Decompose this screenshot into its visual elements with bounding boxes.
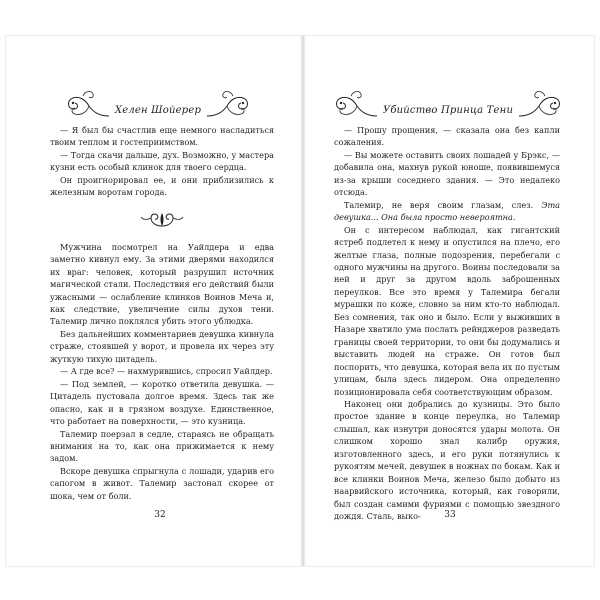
- paragraph: — А где все? — нахмурившись, спросил Уайлдер.: [60, 366, 273, 377]
- scene-break-ornament-icon: [139, 208, 185, 232]
- right-page: [306, 36, 594, 566]
- paragraph: — Под землей, — коротко ответила девушка. — Цитадель пустовала долгое время. Здесь так же опасно, как и в грязном воздухе. Единственное, что работает на поверхности, — это кузница.: [50, 378, 274, 427]
- running-header-right: [328, 86, 568, 122]
- left-page: [6, 36, 300, 566]
- page-number-left: 32: [154, 510, 166, 520]
- left-page-body: [50, 124, 274, 502]
- paragraph: Он проигнорировал ее, и они приблизились к железным воротам города.: [50, 174, 274, 198]
- flourish-ornament-icon: [331, 86, 379, 122]
- paragraph: — Я был бы счастлив еще немного насладиться твоим теплом и гостеприимством.: [50, 125, 274, 148]
- paragraph: — Прошу прощения, — сказала она без капли сожаления.: [334, 125, 560, 148]
- paragraph: — Тогда скачи дальше, дух. Возможно, у мастера кузни есть особый клинок для твоего сердца.: [50, 149, 274, 173]
- paragraph: Он с интересом наблюдал, как гигантский ястреб подлетел к нему и опустился на плечо, его желтые глаза, полные подозрения, перебегали с одного мужчины на другого. Воины последовали за ней и друг за другом вдоль заброшенных переулков. Все это время у Талемира бегали мурашки по коже, словно за ним кто-то наблюдал. Без сомнения, так оно и было. Если у выживших в Назаре хватило ума послать рейнджеров разведать границы своей территории, то они бы додумались и выставить людей на страже. Он готов был поспорить, что девушка, которая вела их по пустым улицам, была здесь лидером. Она определенно позиционировала себя соответствующим образом.: [334, 224, 560, 397]
- paragraph-text: Талемир, не веря своим глазам, слез.: [344, 199, 542, 210]
- flourish-ornament-icon: [63, 86, 111, 122]
- right-page-body: [334, 124, 560, 523]
- scene-break: [50, 199, 274, 241]
- paragraph: Вскоре девушка спрыгнула с лошади, ударив его сапогом в живот. Талемир застонал скорее от шока, чем от боли.: [50, 465, 274, 501]
- running-header-title: Убийство Принца Тени: [382, 104, 514, 116]
- italic-thought: Эта девушка... Она была просто невероятна.: [334, 199, 560, 223]
- running-header-author: Хелен Шойерер: [114, 104, 202, 116]
- paragraph: Наконец они добрались до кузницы. Это было простое здание в конце переулка, но Талемир слышал, как изнутри доносятся удары молота. Он слишком хорошо знал калибр оружия, изготовленного здесь, и его руки потянулись к рукоятям мечей, девушек в ножнах по бокам. Как и все клинки Воинов Меча, железо было добыто из наарвийского источника, который, как говорили, был создан самими фуриями с помощью звездного дождя. Сталь, выко-: [334, 398, 560, 522]
- paragraph: Талемир поерзал в седле, стараясь не обращать внимания на то, как она прижимается к нему задом.: [50, 428, 274, 464]
- page-number-right: 33: [444, 510, 456, 520]
- paragraph: Без дальнейших комментариев девушка кивнула страже, стоявшей у ворот, и провела их через эту жуткую тихую цитадель.: [50, 328, 274, 364]
- book-spread: [6, 36, 594, 566]
- paragraph: Мужчина посмотрел на Уайлдера и едва заметно кивнул ему. За этими дверями находился их враг: человек, который разрушил источник магической стали. Последствия его действий были ужасными — ослабление клинков Воинов Меча и, как следствие, увеличение силы духов тени. Талемир лично поклялся убить этого ублюдка.: [50, 241, 274, 327]
- paragraph: — Вы можете оставить своих лошадей у Брэкс, — добавила она, махнув рукой юноше, появившемуся из-за крыши соседнего здания. — Это недалеко отсюда.: [334, 149, 560, 198]
- paragraph: [334, 199, 560, 224]
- running-header-left: [38, 86, 278, 122]
- flourish-ornament-icon: [205, 86, 253, 122]
- flourish-ornament-icon: [517, 86, 565, 122]
